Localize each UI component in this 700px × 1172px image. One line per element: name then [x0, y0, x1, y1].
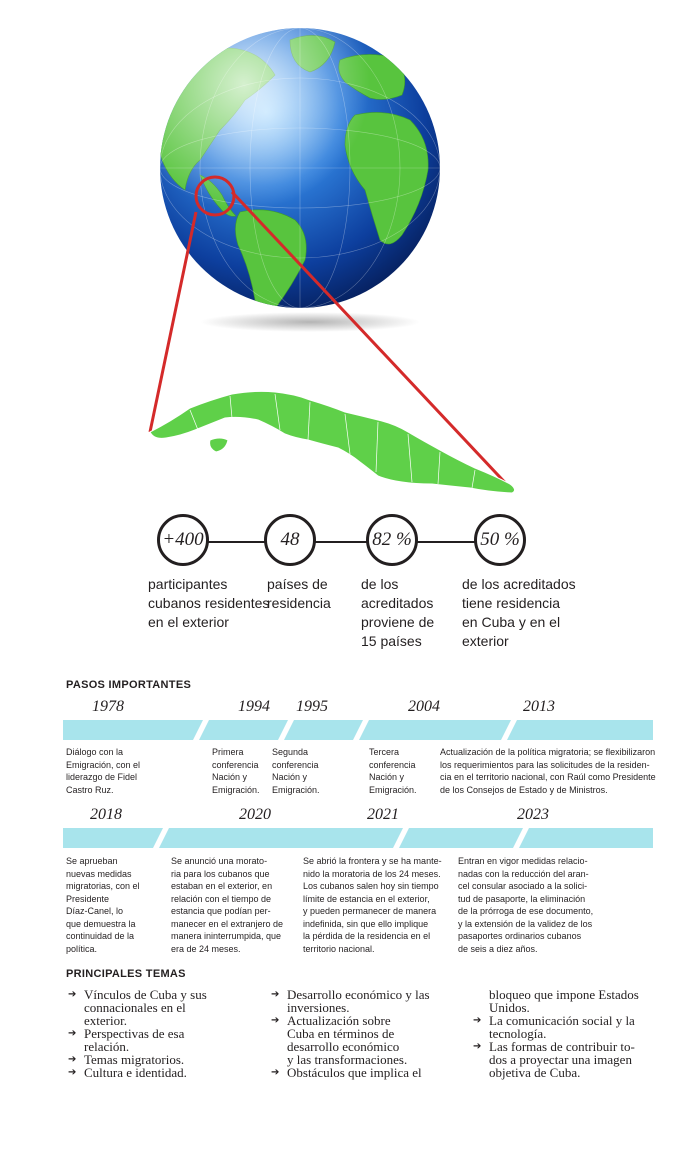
stats-connector-line: [180, 540, 510, 544]
arrow-right-icon: ➔: [68, 1067, 77, 1078]
event-2013: Actualización de la política migratoria; se flexibilizaron los requerimientos para las solicitudes de la residen- cia en el territorio nacional, con Raúl como Presidente de los Consejos de Estado y de Ministros.: [440, 747, 656, 795]
stat-label-residence: de los acreditados tiene residencia en Cuba y en el exterior: [462, 576, 576, 649]
stat-circle-countries: 48: [264, 514, 316, 566]
arrow-right-icon: ➔: [271, 989, 280, 1000]
arrow-right-icon: ➔: [473, 1041, 482, 1052]
stat-circle-participants: +400: [157, 514, 209, 566]
stat-label-countries: países de residencia: [267, 576, 331, 611]
year-2021: 2021: [367, 806, 399, 823]
event-2004: Tercera conferencia Nación y Emigración.: [369, 747, 417, 795]
topic-item: ➔ Las formas de contribuir to- dos a proyectar una imagen objetiva de Cuba.: [473, 1039, 635, 1080]
stat-label-accredited-origin: de los acreditados proviene de 15 países: [361, 576, 435, 649]
arrow-right-icon: ➔: [68, 989, 77, 1000]
year-2004: 2004: [408, 698, 440, 715]
event-2018: Se aprueban nuevas medidas migratorias, con el Presidente Díaz-Canel, lo que demuestra la continuidad de la política.: [66, 856, 140, 954]
timeline-band-row1: [63, 720, 653, 740]
topic-item: ➔ Perspectivas de esa relación.: [68, 1026, 185, 1054]
topic-item: ➔ Actualización sobre Cuba en términos de desarrollo económico y las transformaciones.: [271, 1013, 408, 1067]
topics-column-3: [473, 988, 673, 1079]
arrow-right-icon: ➔: [473, 1015, 482, 1026]
topic-item: ➔ Desarrollo económico y las inversiones.: [271, 987, 430, 1015]
stat-circle-accredited-origin: 82 %: [366, 514, 418, 566]
stat-label-participants: participantes cubanos residentes en el exterior: [148, 576, 270, 630]
event-2021: Se abrió la frontera y se ha mante- nido la moratoria de los 24 meses. Los cubanos salen hoy sin tiempo límite de estancia en el exterior, y pueden permanecer de manera indefinida, sin que ello implique la pérdida de la residencia en el territorio nacional.: [303, 856, 442, 954]
year-2023: 2023: [517, 806, 549, 823]
topic-item: ➔ La comunicación social y la tecnología.: [473, 1013, 635, 1041]
event-1995: Segunda conferencia Nación y Emigración.: [272, 747, 320, 795]
stat-circle-residence: 50 %: [474, 514, 526, 566]
arrow-right-icon: ➔: [68, 1054, 77, 1065]
topic-item: ➔ Vínculos de Cuba y sus connacionales en el exterior.: [68, 987, 207, 1028]
year-1978: 1978: [92, 698, 124, 715]
event-2020: Se anunció una morato- ria para los cubanos que estaban en el exterior, en relación con el tiempo de estancia que podían per- manecer en el extranjero de manera ininterrumpida, que era de 24 meses.: [171, 856, 284, 954]
arrow-right-icon: ➔: [271, 1067, 280, 1078]
year-1995: 1995: [296, 698, 328, 715]
cuba-map: [140, 380, 530, 510]
arrow-right-icon: ➔: [68, 1028, 77, 1039]
event-1994: Primera conferencia Nación y Emigración.: [212, 747, 260, 795]
event-1978: Diálogo con la Emigración, con el liderazgo de Fidel Castro Ruz.: [66, 747, 141, 795]
arrow-right-icon: ➔: [271, 1015, 280, 1026]
topic-item: bloqueo que impone Estados Unidos.: [489, 987, 639, 1015]
topic-item: ➔ Temas migratorios.: [68, 1052, 185, 1067]
year-2020: 2020: [239, 806, 271, 823]
timeline-band-row2: [63, 828, 653, 848]
timeline-title: PASOS IMPORTANTES: [66, 679, 192, 691]
topic-item: ➔ Cultura e identidad.: [68, 1065, 187, 1080]
year-1994: 1994: [238, 698, 270, 715]
event-2023: Entran en vigor medidas relacio- nadas con la reducción del aran- cel consular asociado a la solici- tud de pasaporte, la eliminación de la prórroga de ese documento, y la extensión de la validez de los pasaportes ordinarios cubanos de seis a diez años.: [458, 856, 594, 954]
topics-title: PRINCIPALES TEMAS: [66, 968, 186, 980]
year-2018: 2018: [90, 806, 122, 823]
topic-item: ➔ Obstáculos que implica el: [271, 1065, 422, 1080]
topics-column-2: [271, 988, 471, 1079]
topics-column-1: [68, 988, 258, 1079]
year-2013: 2013: [523, 698, 555, 715]
